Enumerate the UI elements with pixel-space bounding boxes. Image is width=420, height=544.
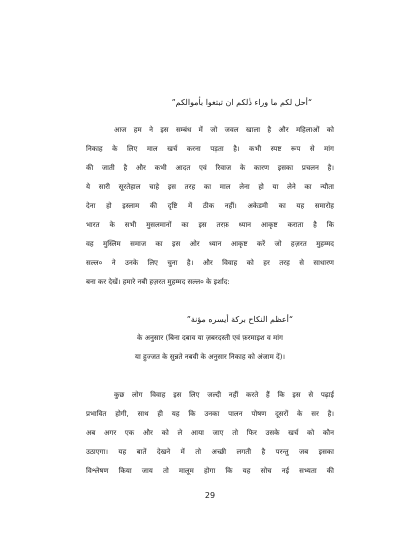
- text-line: देना हो इस्लाम की दृष्टि में ठीक नहीं। अकेडमी का यह समारोह: [86, 202, 334, 210]
- text-line: सल्ल० ने उनके लिए चुना है। और विवाह को हर तरह से साधारण: [86, 259, 334, 267]
- text-line: कुछ लोग विवाह इस लिए जल्दी नहीं करते हैं कि इस से पढ़ाई: [114, 391, 334, 399]
- text-line: की जाती है और कभी आदत एवं रिवाज के कारण इसका प्रचलन है।: [86, 164, 334, 172]
- text-line: या हुज्जत के सुन्नते नबवी के अनुसार निकाह को अंजाम दें)।: [134, 353, 286, 361]
- text-line: आज हम ने इस सम्बंध में जो जवल खाला है और महिलाओं को: [114, 126, 334, 134]
- text-line: प्रभावित होगी, साथ ही यह कि उनका पालन पोषण दूसरों के सर है।: [86, 410, 334, 418]
- text-line: निकाह के लिए माल खर्च करना पड़ता है। कभी स्पष्ट रूप से मांग: [86, 145, 334, 153]
- page-number: 29: [204, 491, 216, 500]
- text-line: बना कर देखें। हमारे नबी हज़रत मुहम्मद सल्ल० के इर्शाद:: [86, 278, 230, 286]
- text-line: के अनुसार (बिना दबाव या ज़बरदस्ती एवं फ़रमाइश व मांग: [137, 334, 283, 342]
- text-line: विश्लेषण किया जाय तो मालूम होगा कि यह सोच नई सभ्यता की: [86, 467, 334, 475]
- text-line: ये सारी सूरतेहाल चाहे इस तरह का माल लेना हो या लेने का न्यौता: [86, 183, 334, 191]
- arabic-quote-2: “أعظم النكاح بركة أيسره مؤنة”: [186, 315, 293, 324]
- text-line: वह मुस्लिम समाज का इस ओर ध्यान आकृष्ट करें जो हज़रत मुहम्मद: [86, 240, 334, 248]
- text-line: उठाएगा। यह बातें देखने में तो अच्छी लगती है परन्तु जब इसका: [86, 448, 334, 456]
- arabic-quote-1: “أحل لكم ما وراء ذٰلكم ان تبتغوا بأموالكم”: [171, 98, 312, 107]
- text-line: भारत के सभी मुसलमानों का इस तरफ़ ध्यान आकृष्ट कराता है कि: [86, 221, 334, 229]
- text-line: अब अगर एक और को ले आया जाए तो फिर उसके खर्च को कौन: [86, 429, 334, 437]
